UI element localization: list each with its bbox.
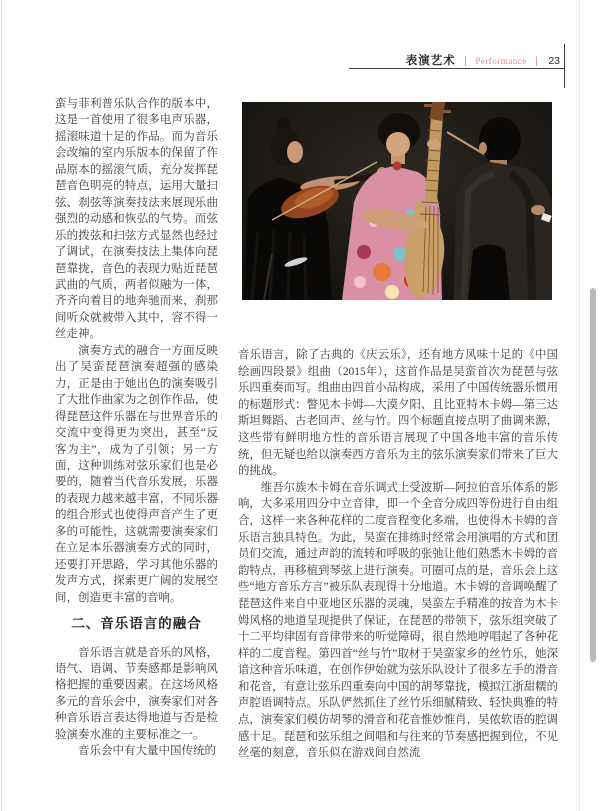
section-title-en: Performance	[475, 56, 527, 66]
header-horizontal-rule	[349, 68, 565, 69]
left-text-column	[55, 96, 218, 760]
header-vertical-rule	[564, 44, 565, 88]
chair-silhouette	[468, 245, 510, 301]
section-heading: 二、音乐语言的融合	[71, 616, 202, 632]
concert-photo	[242, 102, 552, 300]
page-number: 23	[548, 55, 560, 67]
red-necklace	[393, 162, 402, 171]
body-paragraph: 音乐语言，除了古典的《庆云乐》，还有地方风味十足的《中国绘画四段景》组曲（2015年），这首作品是吴蛮首次为琵琶与弦乐四重奏而写。组曲由四首小品构成，采用了中国传统器乐惯用的标题形式：瞥见木卡姆—大漠夕阳、且比亚特木卡姆—第三达斯坦舞蹈、古老回声、丝与竹。四个标题直接点明了曲调来源，这些带有鲜明地方性的音乐语言展现了中国各地丰富的音乐传统，但无疑也给以演奏西方音乐为主的弦乐演奏家们带来了巨大的挑战。	[238, 349, 558, 478]
body-paragraph: 维吾尔族木卡姆在音乐调式上受波斯—阿拉伯音乐体系的影响，大多采用四分中立音律，即一个全音分成四等份进行自由组合，这样一来各种花样的二度音程变化多端，也使得木卡姆的音乐语言独具特色。为此，吴蛮在排练时经常会用演唱的方式和团员们交流，通过声韵的流转和呼吸的张弛让他们熟悉木卡姆的音韵特点，再移植到琴弦上进行演奏。可圈可点的是，音乐会上这些“地方音乐方言”被乐队表现得十分地道。木卡姆的音调唤醒了琵琶这件来自中亚地区乐器的灵魂，吴蛮左手精准的按音为木卡姆风格的地道呈现提供了保证，在琵琶的带领下，弦乐组突破了十二平均律固有音律带来的听觉障碍，很自然地哼唱起了各种花样的二度音程。第四首“丝与竹”取材于吴蛮家乡的丝竹乐，她深谙这种音乐味道，在创作伊始就为弦乐队设计了很多左手的滑音和花音，有意让弦乐四重奏向中国的胡琴靠拢，模拟江浙甜糯的声腔语调特点。乐队俨然抓住了丝竹乐细腻精致、轻快典雅的特点，演奏家们模仿胡琴的滑音和花音惟妙惟肖，吴侬软语的腔调感十足。琵琶和弦乐组之间唱和与往来的节奏感把握到位，不见丝毫的刻意，音乐似在游戏间自然流	[238, 481, 558, 760]
right-text-column	[238, 347, 558, 762]
body-paragraph: 蛮与菲利普乐队合作的版本中，这是一首使用了很多电声乐器，摇滚味道十足的作品。而为音乐会改编的室内乐版本的保留了作品原本的摇滚气质，充分发挥琵琶音色明亮的特点，运用大量扫弦、刹弦等演奏技法来展现乐曲强烈的动感和恢弘的气势。而弦乐的拨弦和扫弦方式显然也经过了调试，在演奏技法上集体向琵琶靠拢，音色的表现力贴近琵琶武曲的气质，两者似融为一体，齐齐向着目的地奔驰而来，刹那间听众就被带入其中，容不得一丝走神。	[55, 98, 218, 341]
page-left-border	[1, 0, 2, 811]
scrollbar-thumb[interactable]	[590, 288, 596, 662]
body-paragraph: 音乐语言就是音乐的风格，语气、语调、节奏感都是影响风格把握的重要因素。在这场风格多元的音乐会中，演奏家们对各种音乐语言表达得地道与否是检验演奏水准的主要标准之一。	[55, 646, 218, 741]
header-separator: |	[535, 56, 538, 67]
section-title-cn: 表演艺术	[405, 55, 456, 67]
body-paragraph: 演奏方式的融合一方面反映出了吴蛮琵琶演奏超强的感染力，正是由于她出色的演奏吸引了大批作曲家为之创作作品，使得琵琶这件乐器在与世界音乐的交流中变得更为突出，甚至“反客为主”，成为了引领；另一方面，这种训练对弦乐家们也是必要的，随着当代音乐发展，乐器的表现力越来越丰富，不同乐器的组合形式也使得声音产生了更多的可能性，这就需要演奏家们在立足本乐器演奏方式的同时，还要打开思路，学习其他乐器的发声方式，探索更广阔的发展空间，创造更丰富的音响。	[55, 344, 218, 604]
body-paragraph: 音乐会中有大量中国传统的	[78, 745, 216, 758]
header-separator: |	[464, 56, 467, 67]
